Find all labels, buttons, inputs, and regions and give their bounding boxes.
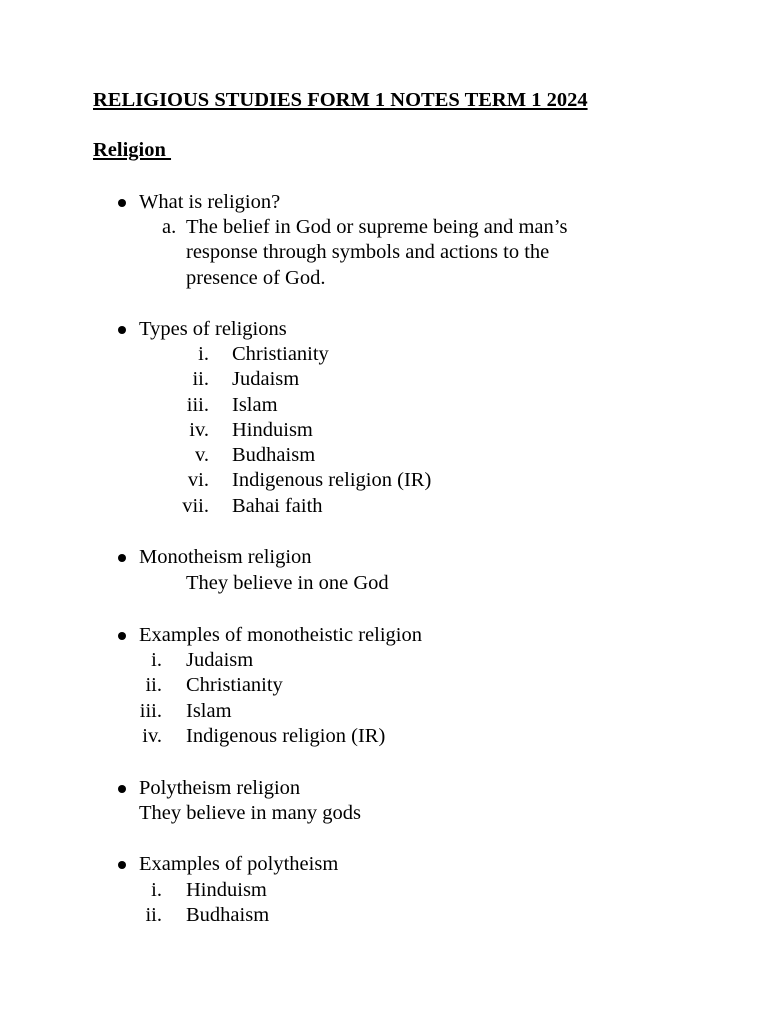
definition-line-1: The belief in God or supreme being and man’s <box>186 216 568 238</box>
list-item: Judaism <box>186 649 254 671</box>
list-item: Hinduism <box>232 419 313 441</box>
list-number: iv. <box>189 419 209 441</box>
list-item: Bahai faith <box>232 495 323 517</box>
bullet-examples-polytheism: Examples of polytheism <box>139 853 339 875</box>
list-number: iv. <box>142 725 162 747</box>
list-item: Judaism <box>232 368 300 390</box>
list-item: Christianity <box>232 343 329 365</box>
list-item: Indigenous religion (IR) <box>232 469 432 491</box>
bullet-icon <box>118 785 126 793</box>
bullet-icon <box>118 326 126 334</box>
list-number: ii. <box>192 368 209 390</box>
bullet-types-of-religions: Types of religions <box>139 318 287 340</box>
bullet-icon <box>118 554 126 562</box>
section-heading-religion: Religion <box>93 139 172 161</box>
definition-line-3: presence of God. <box>186 267 326 289</box>
bullet-icon <box>118 199 126 207</box>
polytheism-description: They believe in many gods <box>139 802 362 824</box>
list-number: i. <box>198 343 209 365</box>
list-number: vi. <box>187 469 209 491</box>
list-number: i. <box>151 879 162 901</box>
definition-line-2: response through symbols and actions to the <box>186 241 550 263</box>
bullet-monotheism-religion: Monotheism religion <box>139 546 312 568</box>
bullet-polytheism-religion: Polytheism religion <box>139 777 301 799</box>
list-item: Indigenous religion (IR) <box>186 725 386 747</box>
bullet-icon <box>118 632 126 640</box>
list-number: iii. <box>186 394 209 416</box>
list-item: Hinduism <box>186 879 267 901</box>
list-number: ii. <box>145 674 162 696</box>
list-item: Budhaism <box>232 444 316 466</box>
list-item: Budhaism <box>186 904 270 926</box>
list-item: Christianity <box>186 674 283 696</box>
list-number: iii. <box>139 700 162 722</box>
list-item: Islam <box>186 700 232 722</box>
monotheism-description: They believe in one God <box>186 572 389 594</box>
list-number: v. <box>194 444 209 466</box>
list-number: vii. <box>182 495 209 517</box>
list-number: ii. <box>145 904 162 926</box>
bullet-examples-monotheistic: Examples of monotheistic religion <box>139 624 422 646</box>
bullet-what-is-religion: What is religion? <box>139 191 281 213</box>
document-title: RELIGIOUS STUDIES FORM 1 NOTES TERM 1 2024 <box>93 89 588 111</box>
bullet-icon <box>118 861 126 869</box>
list-item: Islam <box>232 394 278 416</box>
list-number: i. <box>151 649 162 671</box>
list-marker: a. <box>162 216 177 238</box>
